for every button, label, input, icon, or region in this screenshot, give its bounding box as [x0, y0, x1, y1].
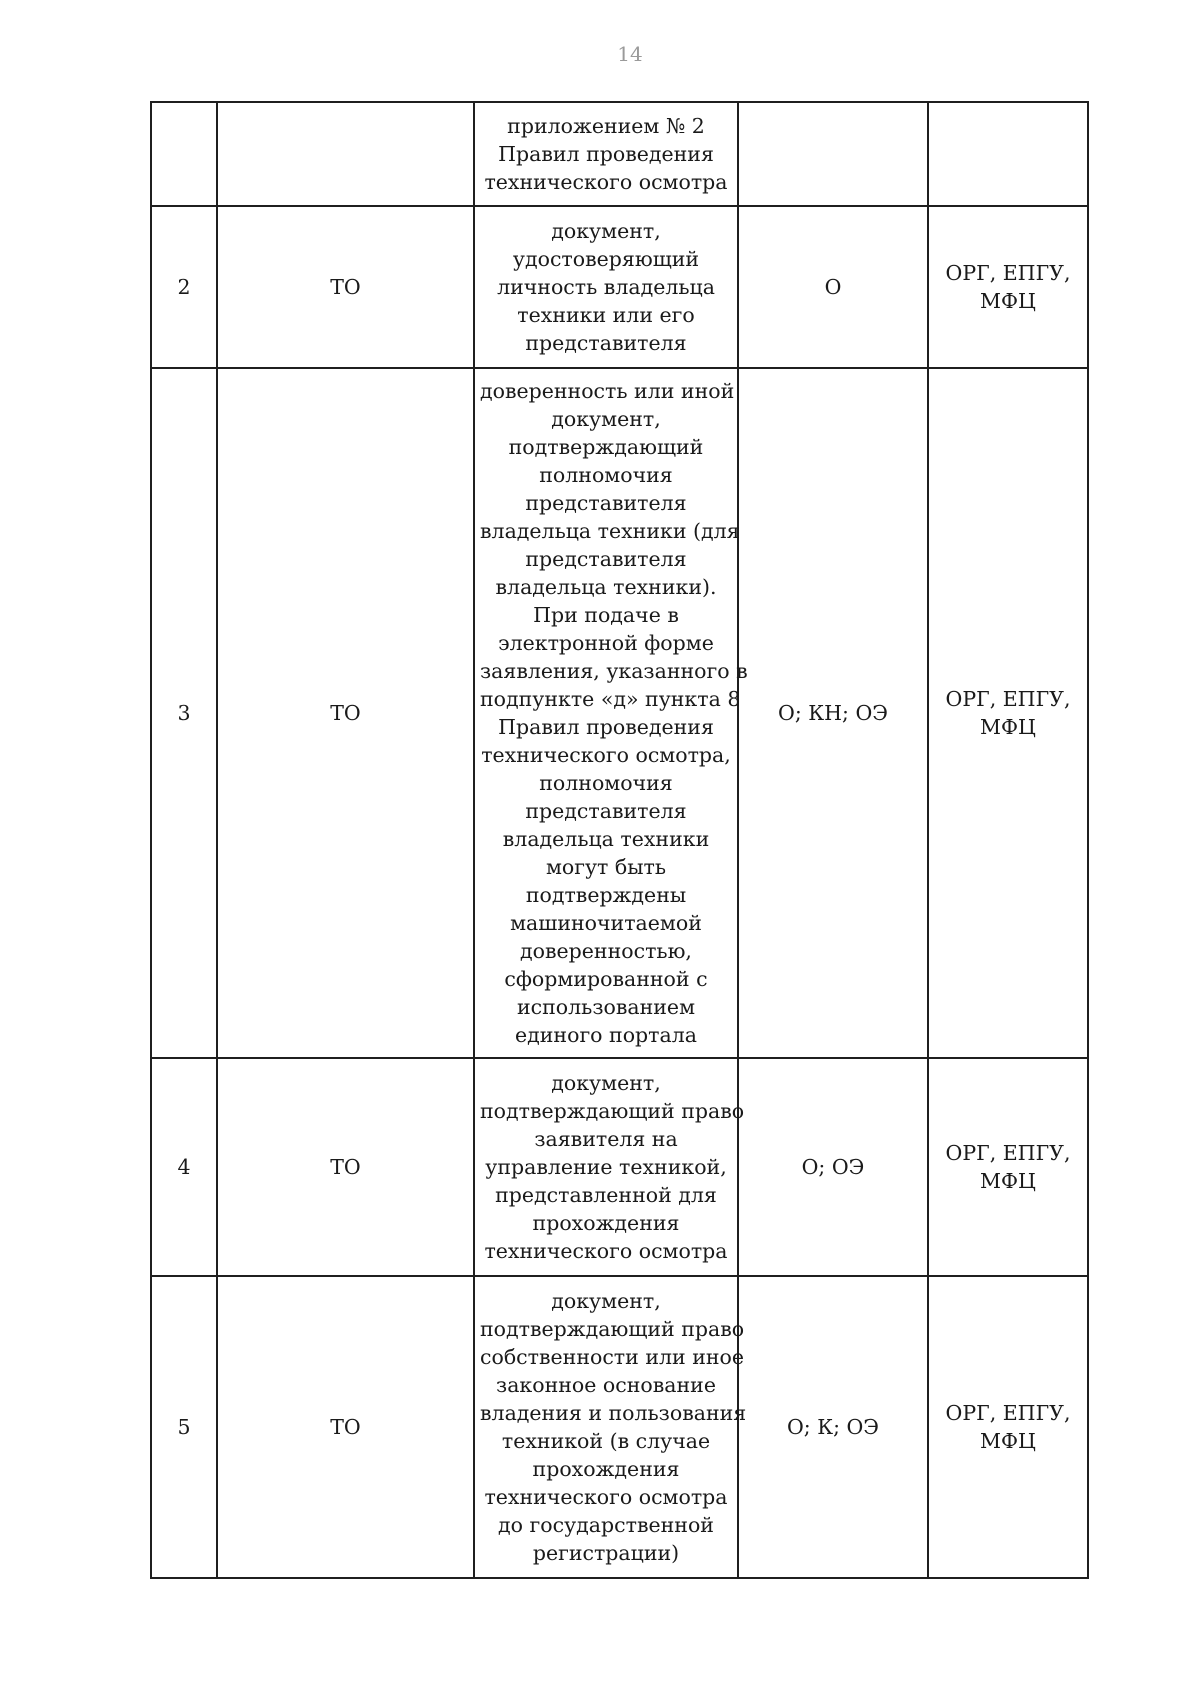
- document-cell: [474, 206, 738, 368]
- type-cell: [738, 1058, 928, 1276]
- document-line: прохождения: [532, 1211, 680, 1235]
- document-line: технического осмотра,: [481, 743, 731, 767]
- document-line: владельца техники (для: [480, 519, 740, 543]
- document-cell: [474, 1058, 745, 1276]
- document-line: При подаче в: [533, 603, 679, 627]
- document-line: регистрации): [532, 1541, 680, 1565]
- document-cell: [474, 368, 748, 1058]
- document-line: заявления, указанного в: [480, 659, 748, 683]
- document-line: управление техникой,: [485, 1155, 727, 1179]
- document-line: приложением № 2: [507, 114, 705, 138]
- type-cell: [738, 368, 928, 1058]
- document-line: представленной для: [495, 1183, 717, 1207]
- channels-line: ОРГ, ЕПГУ,: [945, 1401, 1071, 1425]
- row-category: ТО: [330, 701, 361, 725]
- document-line: подтверждающий: [508, 435, 704, 459]
- table-row: [151, 1276, 1088, 1578]
- row-type: О: [824, 275, 842, 299]
- document-line: единого портала: [515, 1023, 697, 1047]
- page-number: 14: [617, 42, 643, 66]
- document-line: полномочия: [539, 771, 673, 795]
- row-number: 2: [177, 275, 191, 299]
- category-cell: [217, 1058, 474, 1276]
- document-line: документ,: [551, 1289, 661, 1313]
- document-line: представителя: [525, 547, 687, 571]
- row-type: О; К; ОЭ: [786, 1415, 879, 1439]
- document-line: подтверждены: [525, 883, 687, 907]
- table-row: [151, 1058, 1088, 1276]
- channels-cell: [928, 368, 1088, 1058]
- channels-cell: [928, 1058, 1088, 1276]
- type-cell: [738, 102, 928, 206]
- row-number-cell: [151, 1276, 217, 1578]
- category-cell: [217, 368, 474, 1058]
- document-line: могут быть: [545, 855, 667, 879]
- document-cell: [474, 102, 738, 206]
- row-number: 5: [177, 1415, 191, 1439]
- channels-line: ОРГ, ЕПГУ,: [945, 1141, 1071, 1165]
- document-cell: [474, 1276, 747, 1578]
- document-line: полномочия: [539, 463, 673, 487]
- row-category: ТО: [330, 1155, 361, 1179]
- document-line: законное основание: [496, 1373, 716, 1397]
- document-line: заявителя на: [534, 1127, 678, 1151]
- row-category: ТО: [330, 275, 361, 299]
- channels-line: ОРГ, ЕПГУ,: [945, 261, 1071, 285]
- row-number-cell: [151, 368, 217, 1058]
- document-line: владения и пользования: [480, 1401, 747, 1425]
- category-cell: [217, 102, 474, 206]
- document-line: удостоверяющий: [512, 247, 700, 271]
- channels-cell: [928, 102, 1088, 206]
- channels-cell: [928, 1276, 1088, 1578]
- document-line: технического осмотра: [484, 1485, 728, 1509]
- row-number-cell: [151, 206, 217, 368]
- document-line: электронной форме: [498, 631, 714, 655]
- document-line: документ,: [551, 1071, 661, 1095]
- table-row: [151, 368, 1088, 1058]
- document-line: машиночитаемой: [510, 911, 702, 935]
- category-cell: [217, 206, 474, 368]
- document-line: подпункте «д» пункта 8: [480, 687, 741, 711]
- channels-line: МФЦ: [980, 1169, 1036, 1193]
- documents-table: [150, 101, 1089, 1579]
- document-line: до государственной: [498, 1513, 714, 1537]
- channels-line: ОРГ, ЕПГУ,: [945, 687, 1071, 711]
- document-line: техникой (в случае: [501, 1429, 711, 1453]
- row-number-cell: [151, 1058, 217, 1276]
- table-row: [151, 206, 1088, 368]
- document-line: представителя: [525, 491, 687, 515]
- document-line: сформированной с: [504, 967, 708, 991]
- row-type: О; ОЭ: [801, 1155, 865, 1179]
- document-line: представителя: [525, 331, 687, 355]
- document-line: техники или его: [517, 303, 695, 327]
- category-cell: [217, 1276, 474, 1578]
- row-number: 4: [177, 1155, 191, 1179]
- row-type: О; КН; ОЭ: [778, 701, 888, 725]
- row-category: ТО: [330, 1415, 361, 1439]
- document-line: личность владельца: [497, 275, 715, 299]
- document-line: Правил проведения: [498, 715, 714, 739]
- document-line: технического осмотра: [484, 1239, 728, 1263]
- type-cell: [738, 1276, 928, 1578]
- document-line: владельца техники: [502, 827, 710, 851]
- document-line: документ,: [551, 407, 661, 431]
- document-line: подтверждающий право: [480, 1099, 745, 1123]
- channels-line: МФЦ: [980, 715, 1036, 739]
- document-line: доверенность или иной: [480, 379, 735, 403]
- channels-cell: [928, 206, 1088, 368]
- channels-line: МФЦ: [980, 1429, 1036, 1453]
- document-line: владельца техники).: [495, 575, 717, 599]
- document-line: Правил проведения: [498, 142, 714, 166]
- row-number-cell: [151, 102, 217, 206]
- document-line: документ,: [551, 219, 661, 243]
- document-line: представителя: [525, 799, 687, 823]
- document-line: прохождения: [532, 1457, 680, 1481]
- row-number: 3: [177, 701, 191, 725]
- document-line: доверенностью,: [520, 939, 692, 963]
- channels-line: МФЦ: [980, 289, 1036, 313]
- document-line: использованием: [516, 995, 696, 1019]
- table-row: [151, 102, 1088, 206]
- document-line: собственности или иное: [480, 1345, 744, 1369]
- document-line: подтверждающий право: [480, 1317, 745, 1341]
- document-line: технического осмотра: [484, 170, 728, 194]
- type-cell: [738, 206, 928, 368]
